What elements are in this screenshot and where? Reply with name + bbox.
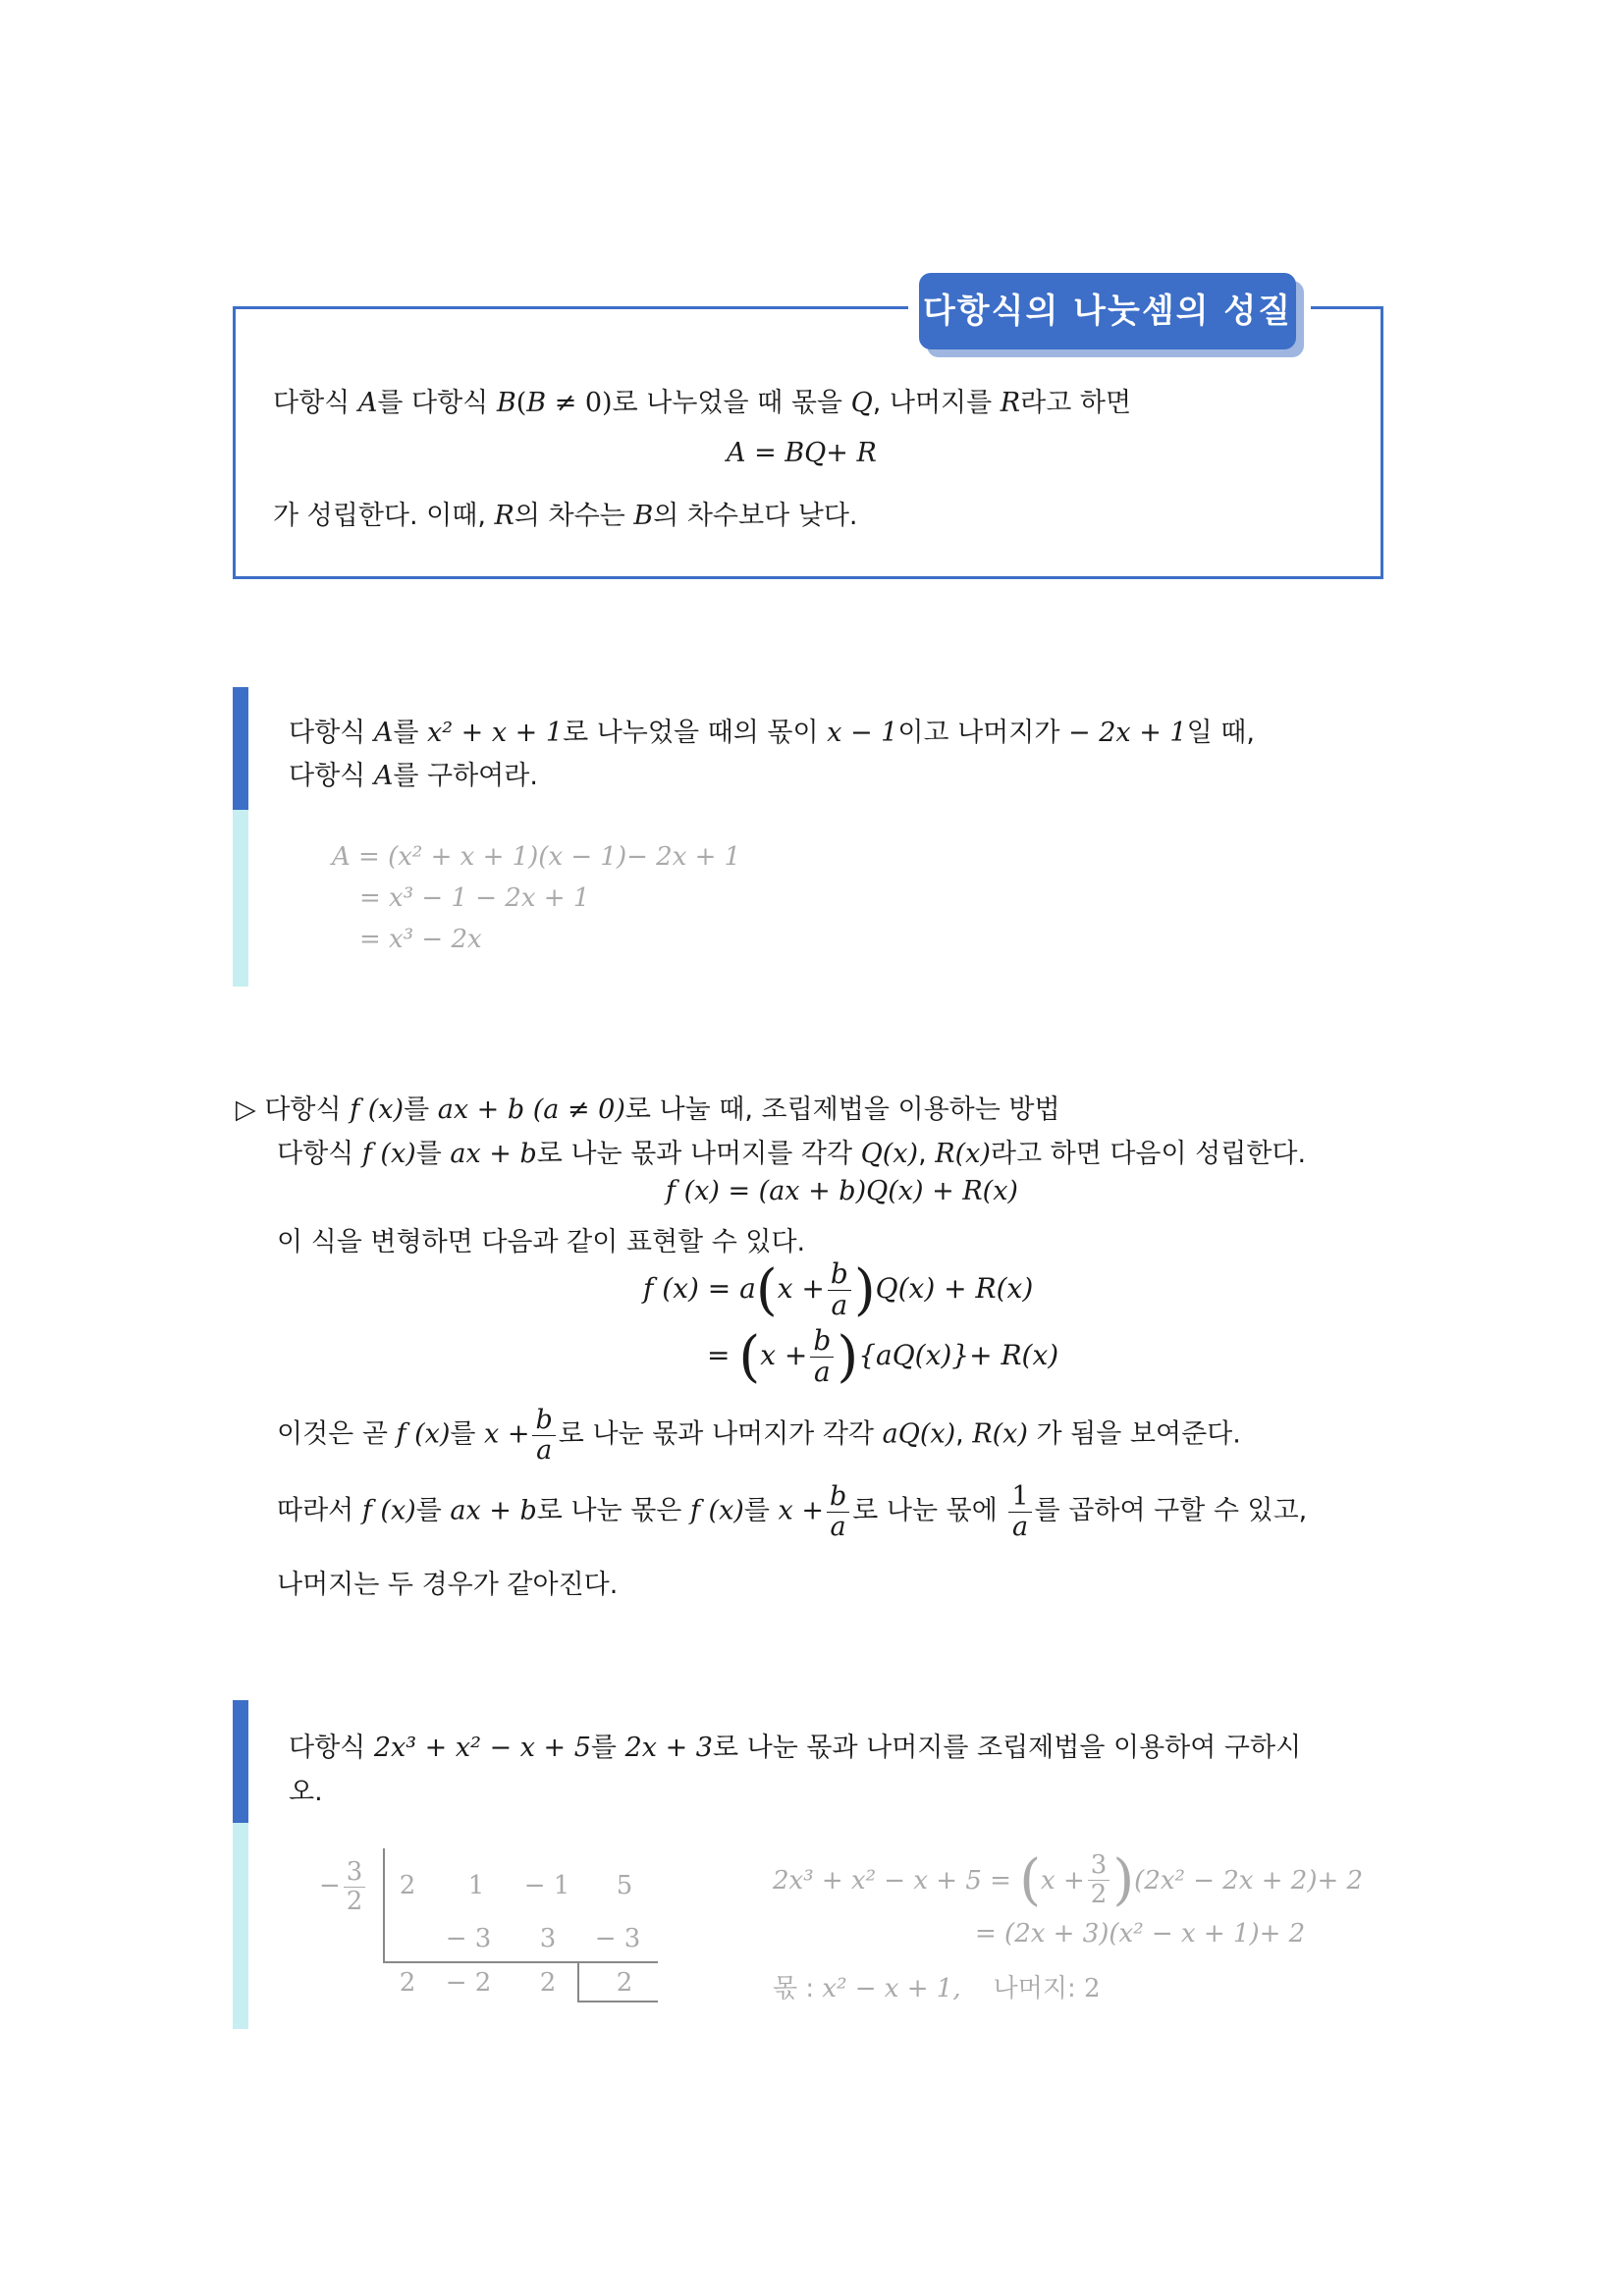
example1-solution-bar (233, 810, 248, 987)
mid-2: − 3 (445, 1924, 492, 1953)
example2-result-line-3: 몫 : x² − x + 1, 나머지: 2 (773, 1974, 1101, 2003)
mid-4: − 3 (594, 1924, 641, 1953)
coef-4: 5 (616, 1871, 633, 1900)
example2-question-line-2: 오. (289, 1777, 323, 1807)
division-horizontal-line (383, 1961, 658, 1963)
result-2: − 2 (445, 1968, 492, 1998)
method-heading: ▷ 다항식 f (x)를 ax + b (a ≠ 0)로 나눌 때, 조립제법을 이용하는 방법 (236, 1095, 1060, 1125)
method-line-3: 이 식을 변형하면 다음과 같이 표현할 수 있다. (277, 1227, 806, 1257)
property-formula: A = BQ+ R (727, 438, 877, 468)
method-line-4: 이것은 곧 f (x)를 x + $\frac{b}{a}$ 로 나눈 몫과 나머지가 각각 aQ(x), R(x) 가 됨을 보여준다. (277, 1405, 1241, 1466)
example2-question-line-1: 다항식 2x³ + x² − x + 5를 2x + 3로 나눈 몫과 나머지를 조립제법을 이용하여 구하시 (289, 1733, 1302, 1763)
example2-solution-bar (233, 1823, 248, 2029)
method-line-6: 나머지는 두 경우가 같아진다. (277, 1570, 619, 1600)
property-title-badge (919, 273, 1296, 349)
method-equation-3: = (x + $\frac{b}{a}$ ){aQ(x)}+ R(x) (707, 1324, 1059, 1389)
coef-3: − 1 (523, 1871, 570, 1900)
result-1: 2 (399, 1968, 416, 1998)
remainder-box-bottom (577, 2001, 658, 2002)
example2-bar (233, 1700, 248, 1823)
method-equation-1: f (x) = (ax + b)Q(x) + R(x) (666, 1176, 1018, 1206)
method-line-2: 다항식 f (x)를 ax + b로 나눈 몫과 나머지를 각각 Q(x), R(x)라고 하면 다음이 성립한다. (277, 1139, 1307, 1169)
example1-question-line-2: 다항식 A를 구하여라. (289, 761, 538, 791)
mid-3: 3 (539, 1924, 557, 1953)
result-3: 2 (539, 1968, 557, 1998)
remainder: 2 (616, 1968, 633, 1998)
coef-1: 2 (399, 1871, 416, 1900)
property-line-3: 가 성립한다. 이때, R의 차수는 B의 차수보다 낮다. (273, 501, 858, 531)
method-line-5: 따라서 f (x)를 ax + b로 나눈 몫은 f (x)를 x + $\frac{b}{a}$ 로 나눈 몫에 $\frac{1}{a}$ 를 곱하여 구할 수 있고, (277, 1481, 1308, 1542)
property-title: 다항식의 나눗셈의 성질 (919, 273, 1296, 349)
example1-question-line-1: 다항식 A를 x² + x + 1로 나누었을 때의 몫이 x − 1이고 나머지가 − 2x + 1일 때, (289, 718, 1255, 748)
example1-bar (233, 687, 248, 810)
example1-solution-line-2: = x³ − 1 − 2x + 1 (359, 883, 590, 913)
triangle-marker-icon: ▷ (236, 1095, 256, 1125)
example2-result-line-2: = (2x + 3)(x² − x + 1)+ 2 (975, 1919, 1306, 1949)
coef-2: 1 (467, 1871, 485, 1900)
example1-solution-line-1: A = (x² + x + 1)(x − 1)− 2x + 1 (332, 842, 741, 872)
divisor: − $\frac{3}{2}$ (319, 1858, 368, 1915)
example2-result-line-1: 2x³ + x² − x + 5 = ( x + $\frac{3}{2}$ ) (2x² − 2x + 2)+ 2 (773, 1848, 1364, 1912)
example1-solution-line-3: = x³ − 2x (359, 925, 482, 954)
division-vertical-line (383, 1848, 385, 1961)
property-line-1: 다항식 A를 다항식 B(B ≠ 0)로 나누었을 때 몫을 Q, 나머지를 R라고 하면 (273, 388, 1132, 418)
method-equation-2: f (x) = a(x + $\frac{b}{a}$ )Q(x) + R(x) (643, 1257, 1034, 1322)
remainder-box-left (577, 1961, 579, 2001)
